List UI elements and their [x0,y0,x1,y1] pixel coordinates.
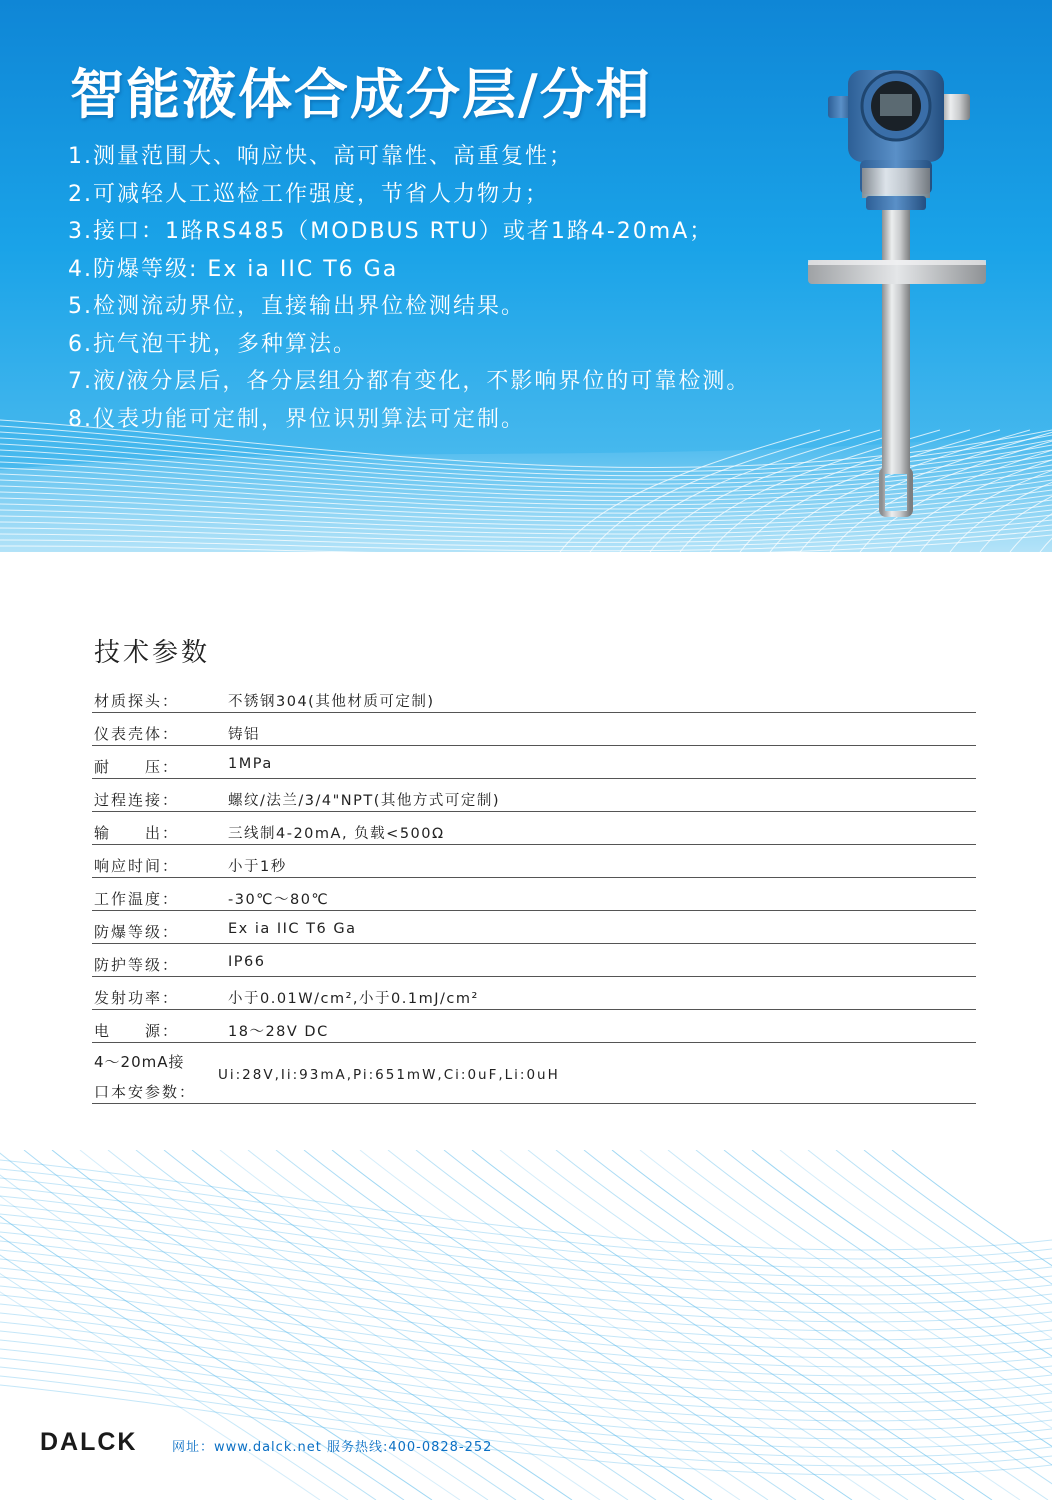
spec-value: 不锈钢304(其他材质可定制) [228,694,435,710]
spec-row [92,911,976,944]
spec-row [92,878,976,911]
spec-row [92,713,976,746]
spec-table [92,680,976,1104]
feature-list [68,142,750,442]
spec-key: 仪表壳体： [94,725,180,743]
feature-item: 1.测量范围大、响应快、高可靠性、高重复性； [68,144,573,169]
hero-banner [0,0,1052,552]
wave-line [0,1169,1052,1259]
spec-row [92,746,976,779]
spec-value: 1MPa [228,756,273,772]
feature-item: 6.抗气泡干扰，多种算法。 [68,331,357,357]
specs-title: 技术参数 [94,638,211,668]
spec-key: 材质探头： [94,692,180,710]
feature-item: 5.检测流动界位，直接输出界位检测结果。 [68,294,525,319]
device-image [800,60,1020,520]
spec-row [92,1010,976,1043]
spec-value: 三线制4-20mA, 负载<500Ω [228,826,445,842]
brand-logo: DALCK [40,1428,138,1456]
feature-item: 7.液/液分层后，各分层组分都有变化，不影响界位的可靠检测。 [68,369,751,394]
contact-info: 网址：www.dalck.net 服务热线:400-0828-252 [172,1440,493,1455]
feature-item: 8.仪表功能可定制，界位识别算法可定制。 [68,406,525,432]
spec-key: 耐 压： [94,758,180,776]
spec-key: 防爆等级： [94,923,180,941]
spec-row [92,944,976,977]
spec-key-line1: 4～20mA接 [94,1053,185,1071]
page-title: 智能液体合成分层/分相 [70,63,652,126]
spec-row [92,779,976,812]
spec-value: 螺纹/法兰/3/4"NPT(其他方式可定制) [228,793,501,809]
spec-row [92,680,976,713]
spec-value: 小于1秒 [228,859,287,875]
spec-value: 铸铝 [228,727,260,743]
spec-value: IP66 [228,954,266,970]
spec-value: 18～28V DC [228,1024,329,1040]
footer-wave-lines [0,1150,1052,1500]
spec-value: Ex ia IIC T6 Ga [228,921,357,937]
spec-row [92,977,976,1010]
spec-key: 工作温度： [94,890,180,908]
spec-key: 防护等级： [94,956,180,974]
spec-row-intrinsic-safety [92,1043,976,1104]
spec-value: 小于0.01W/cm²,小于0.1mJ/cm² [228,991,479,1007]
feature-item: 3.接口：1路RS485（MODBUS RTU）或者1路4-20mA； [68,219,714,244]
spec-key: 响应时间： [94,857,180,875]
spec-key: 发射功率： [94,989,180,1007]
spec-row [92,845,976,878]
spec-value: Ui:28V,Ii:93mA,Pi:651mW,Ci:0uF,Li:0uH [218,1067,560,1083]
spec-row [92,812,976,845]
spec-value: -30℃～80℃ [228,892,330,908]
spec-key-line2: 口本安参数： [94,1083,197,1101]
spec-key: 输 出： [94,824,180,842]
spec-key: 过程连接： [94,791,180,809]
feature-item: 2.可减轻人工巡检工作强度，节省人力物力； [68,181,549,207]
feature-item: 4.防爆等级: Ex ia IIC T6 Ga [68,256,399,282]
spec-key: 电 源： [94,1022,180,1040]
